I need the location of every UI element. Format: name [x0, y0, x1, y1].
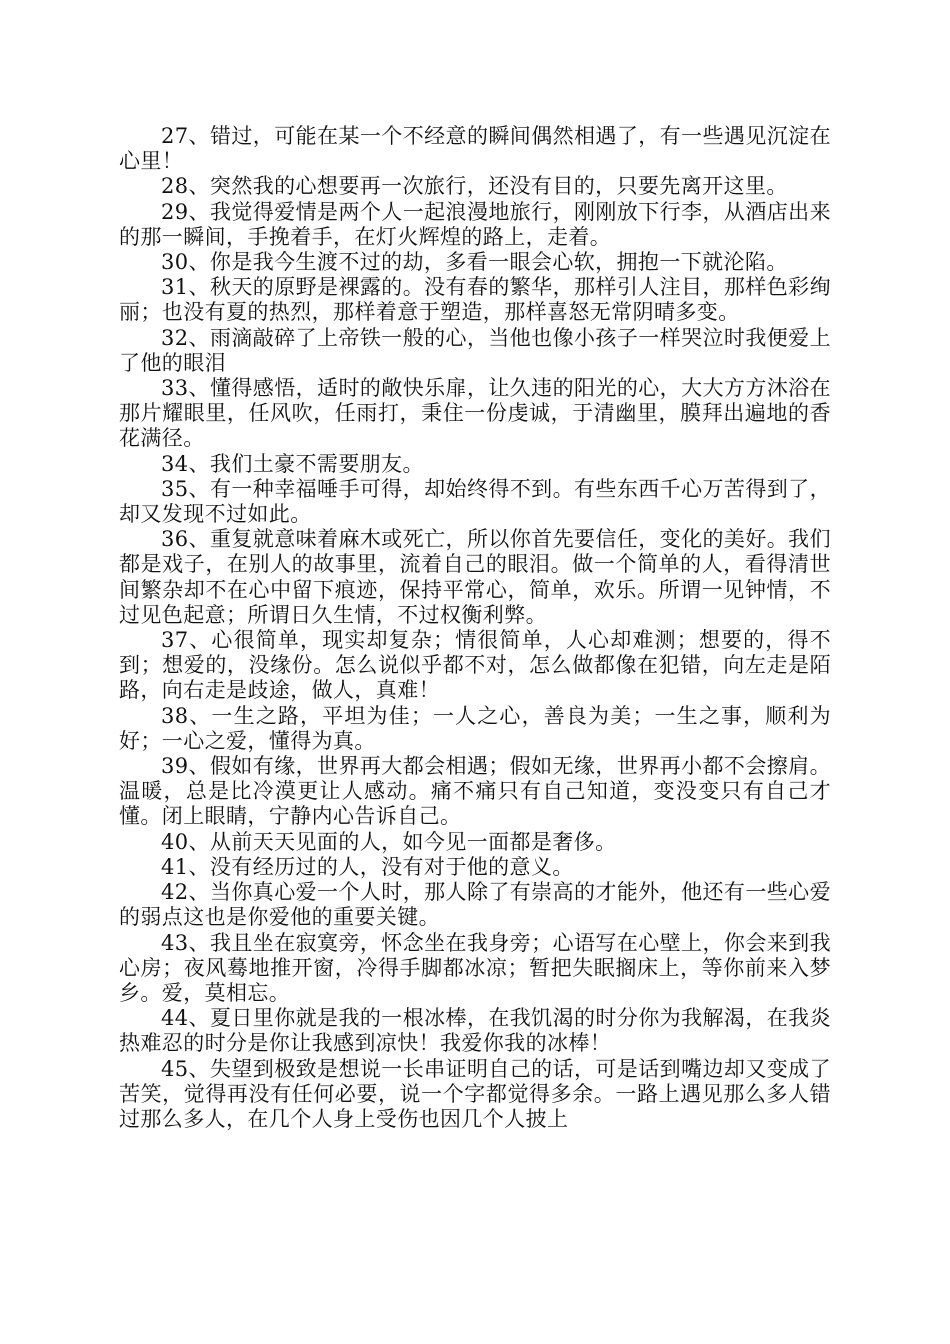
paragraph-36: 36、重复就意味着麻木或死亡，所以你首先要信任，变化的美好。我们都是戏子，在别人的故事里，流着自己的眼泪。做一个简单的人，看得清世间繁杂却不在心中留下痕迹，保持平常心，简单，欢乐。所谓一见钟情，不过见色起意；所谓日久生情，不过权衡利弊。 [119, 527, 831, 627]
paragraph-40: 40、从前天天见面的人，如今见一面都是奢侈。 [161, 829, 617, 854]
document-body [119, 124, 831, 1132]
paragraph-45: 45、失望到极致是想说一长串证明自己的话，可是话到嘴边却又变成了苦笑，觉得再没有任何必要，说一个字都觉得多余。一路上遇见那么多人错过那么多人，在几个人身上受伤也因几个人披上 [119, 1056, 831, 1131]
paragraph-38: 38、一生之路，平坦为佳；一人之心，善良为美；一生之事，顺利为好；一心之爱，懂得为真。 [119, 703, 831, 753]
paragraph-43: 43、我且坐在寂寞旁，怀念坐在我身旁；心语写在心壁上，你会来到我心房；夜风蓦地推开窗，冷得手脚都冰凉；暂把失眠搁床上，等你前来入梦乡。爱，莫相忘。 [119, 930, 831, 1005]
paragraph-37: 37、心很简单，现实却复杂；情很简单，人心却难测；想要的，得不到；想爱的，没缘份。怎么说似乎都不对，怎么做都像在犯错，向左走是陌路，向右走是歧途，做人，真难！ [119, 628, 831, 703]
paragraph-31: 31、秋天的原野是裸露的。没有春的繁华，那样引人注目，那样色彩绚丽；也没有夏的热烈，那样着意于塑造，那样喜怒无常阴晴多变。 [119, 275, 831, 325]
paragraph-32: 32、雨滴敲碎了上帝铁一般的心，当他也像小孩子一样哭泣时我便爱上了他的眼泪 [119, 325, 831, 375]
paragraph-41: 41、没有经历过的人，没有对于他的意义。 [161, 854, 574, 879]
paragraph-34: 34、我们土豪不需要朋友。 [161, 451, 424, 476]
paragraph-39: 39、假如有缘，世界再大都会相遇；假如无缘，世界再小都不会擦肩。温暖，总是比冷漠更让人感动。痛不痛只有自己知道，变没变只有自己才懂。闭上眼睛，宁静内心告诉自己。 [119, 754, 831, 829]
paragraph-44: 44、夏日里你就是我的一根冰棒，在我饥渴的时分你为我解渴，在我炎热难忍的时分是你让我感到凉快！我爱你我的冰棒！ [119, 1006, 831, 1056]
paragraph-33: 33、懂得感悟，适时的敞快乐扉，让久违的阳光的心，大大方方沐浴在那片耀眼里，任风吹，任雨打，秉住一份虔诚，于清幽里，膜拜出遍地的香花满径。 [119, 376, 831, 451]
paragraph-42: 42、当你真心爱一个人时，那人除了有崇高的才能外，他还有一些心爱的弱点这也是你爱他的重要关键。 [119, 880, 831, 930]
paragraph-35: 35、有一种幸福唾手可得，却始终得不到。有些东西千心万苦得到了，却又发现不过如此。 [119, 476, 831, 527]
paragraph-28: 28、突然我的心想要再一次旅行，还没有目的，只要先离开这里。 [161, 174, 788, 199]
paragraph-27: 27、错过，可能在某一个不经意的瞬间偶然相遇了，有一些遇见沉淀在心里！ [119, 124, 831, 174]
paragraph-29: 29、我觉得爱情是两个人一起浪漫地旅行，刚刚放下行李，从酒店出来的那一瞬间，手挽着手，在灯火辉煌的路上，走着。 [119, 199, 831, 249]
paragraph-30: 30、你是我今生渡不过的劫，多看一眼会心软，拥抱一下就沦陷。 [161, 250, 788, 275]
